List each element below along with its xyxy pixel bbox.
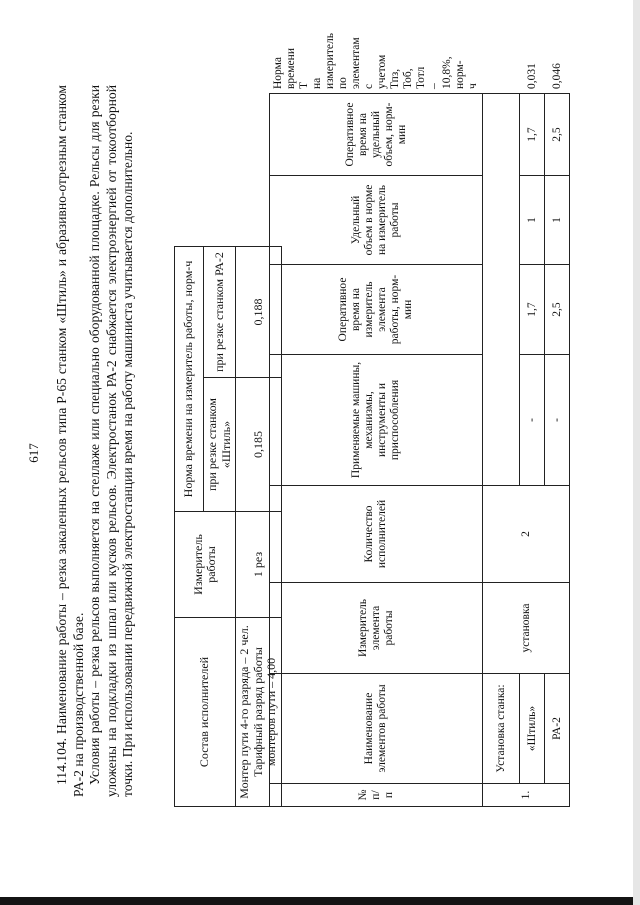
meter-value: 1 рез xyxy=(236,512,282,618)
work-conditions: Условия работы – резка рельсов выполняется на стеллаже или специально оборудованной площадке. Рельсы для резки уложены на подкладки из шпал или кусков рельсов. Электростанок РА-2 снабжается электроэнергией от токоотборной точки. При использовании передвижной электростанции время на работу машиниста учитывается дополнительно. xyxy=(87,85,136,797)
crew-line: монтеров пути – 4,00 xyxy=(264,657,278,767)
op-time-volume-value: 2,5 xyxy=(545,94,570,176)
header-specific-volume: Удельный объем в норме на измеритель работы xyxy=(270,176,483,265)
page-number: 617 xyxy=(26,443,41,463)
norm-ra2-value: 0,188 xyxy=(236,246,282,377)
section-number: 114.104. xyxy=(54,737,69,785)
header-crew: Состав исполнителей xyxy=(175,618,236,807)
header-num: № п/п xyxy=(270,784,483,807)
group-label: Установка станка: xyxy=(483,674,520,784)
op-time-volume-value: 1,7 xyxy=(520,94,545,176)
group-blank xyxy=(483,265,520,355)
section-text xyxy=(54,85,137,797)
group-blank xyxy=(483,94,520,176)
header-norm-ra2: при резке станком РА-2 xyxy=(204,246,236,377)
header-element: Наименование элементов работы xyxy=(270,674,483,784)
header-machines: Применяемые машины, механизмы, инструменты и приспособления xyxy=(270,355,483,486)
element-name: «Штиль» xyxy=(520,674,545,784)
element-meter-unit: установка xyxy=(483,583,570,674)
performers-value: 2 xyxy=(483,486,570,583)
group-blank xyxy=(483,176,520,265)
crew-line: Монтер пути 4-го разряда – 2 чел. xyxy=(237,625,251,799)
header-meter: Измеритель работы xyxy=(175,512,236,618)
table-row: «Штиль» - 1,7 1 1,7 0,031 xyxy=(520,94,545,807)
op-time-value: 1,7 xyxy=(520,265,545,355)
specific-volume-value: 1 xyxy=(520,176,545,265)
group-blank xyxy=(483,355,520,486)
element-name: РА-2 xyxy=(545,674,570,784)
header-norm: Норма времени на измеритель работы, норм-ч xyxy=(175,246,204,511)
crew-line: Тарифный разряд работы xyxy=(250,647,265,777)
op-time-value: 2,5 xyxy=(545,265,570,355)
header-element-meter: Измеритель элемента работы xyxy=(270,583,483,674)
header-op-time-meter: Оперативное время на измеритель элемента работы, норм-мин xyxy=(270,265,483,355)
crew-norm-table xyxy=(174,246,282,807)
work-elements-table: № п/п Наименование элементов работы Измеритель элемента работы Количество исполнителей Применяемые машины, механизмы, инструменты и приспособления Оперативное время на измеритель элемента работы, норм-мин Удельный объем в норме на измеритель работы Оперативное время на удельный объем, норм-мин Норма времени Т на измеритель по элементам с учетом Тпз, Тоб, Тотл – 10,8%, норм-ч 1. Установка станка: установка 2 «Штиль» - 1,7 1 1,7 0,031 РА-2 - 2,5 1 2,5 0,046 xyxy=(269,93,570,807)
machines-value: - xyxy=(520,355,545,486)
header-performers: Количество исполнителей xyxy=(270,486,483,583)
header-op-time-volume: Оперативное время на удельный объем, норм-мин xyxy=(270,94,483,176)
header-norm-shtil: при резке станком «Штиль» xyxy=(204,378,236,512)
specific-volume-value: 1 xyxy=(545,176,570,265)
work-title-paragraph xyxy=(54,85,87,797)
row-number: 1. xyxy=(483,784,570,807)
machines-value: - xyxy=(545,355,570,486)
table-row: РА-2 - 2,5 1 2,5 0,046 xyxy=(545,94,570,807)
norm-shtil-value: 0,185 xyxy=(236,378,282,512)
work-title: Наименование работы – резка закаленных рельсов типа Р-65 станком «Штиль» и абразивно-отрезным станком РА-2 на производственной базе. xyxy=(54,85,86,797)
